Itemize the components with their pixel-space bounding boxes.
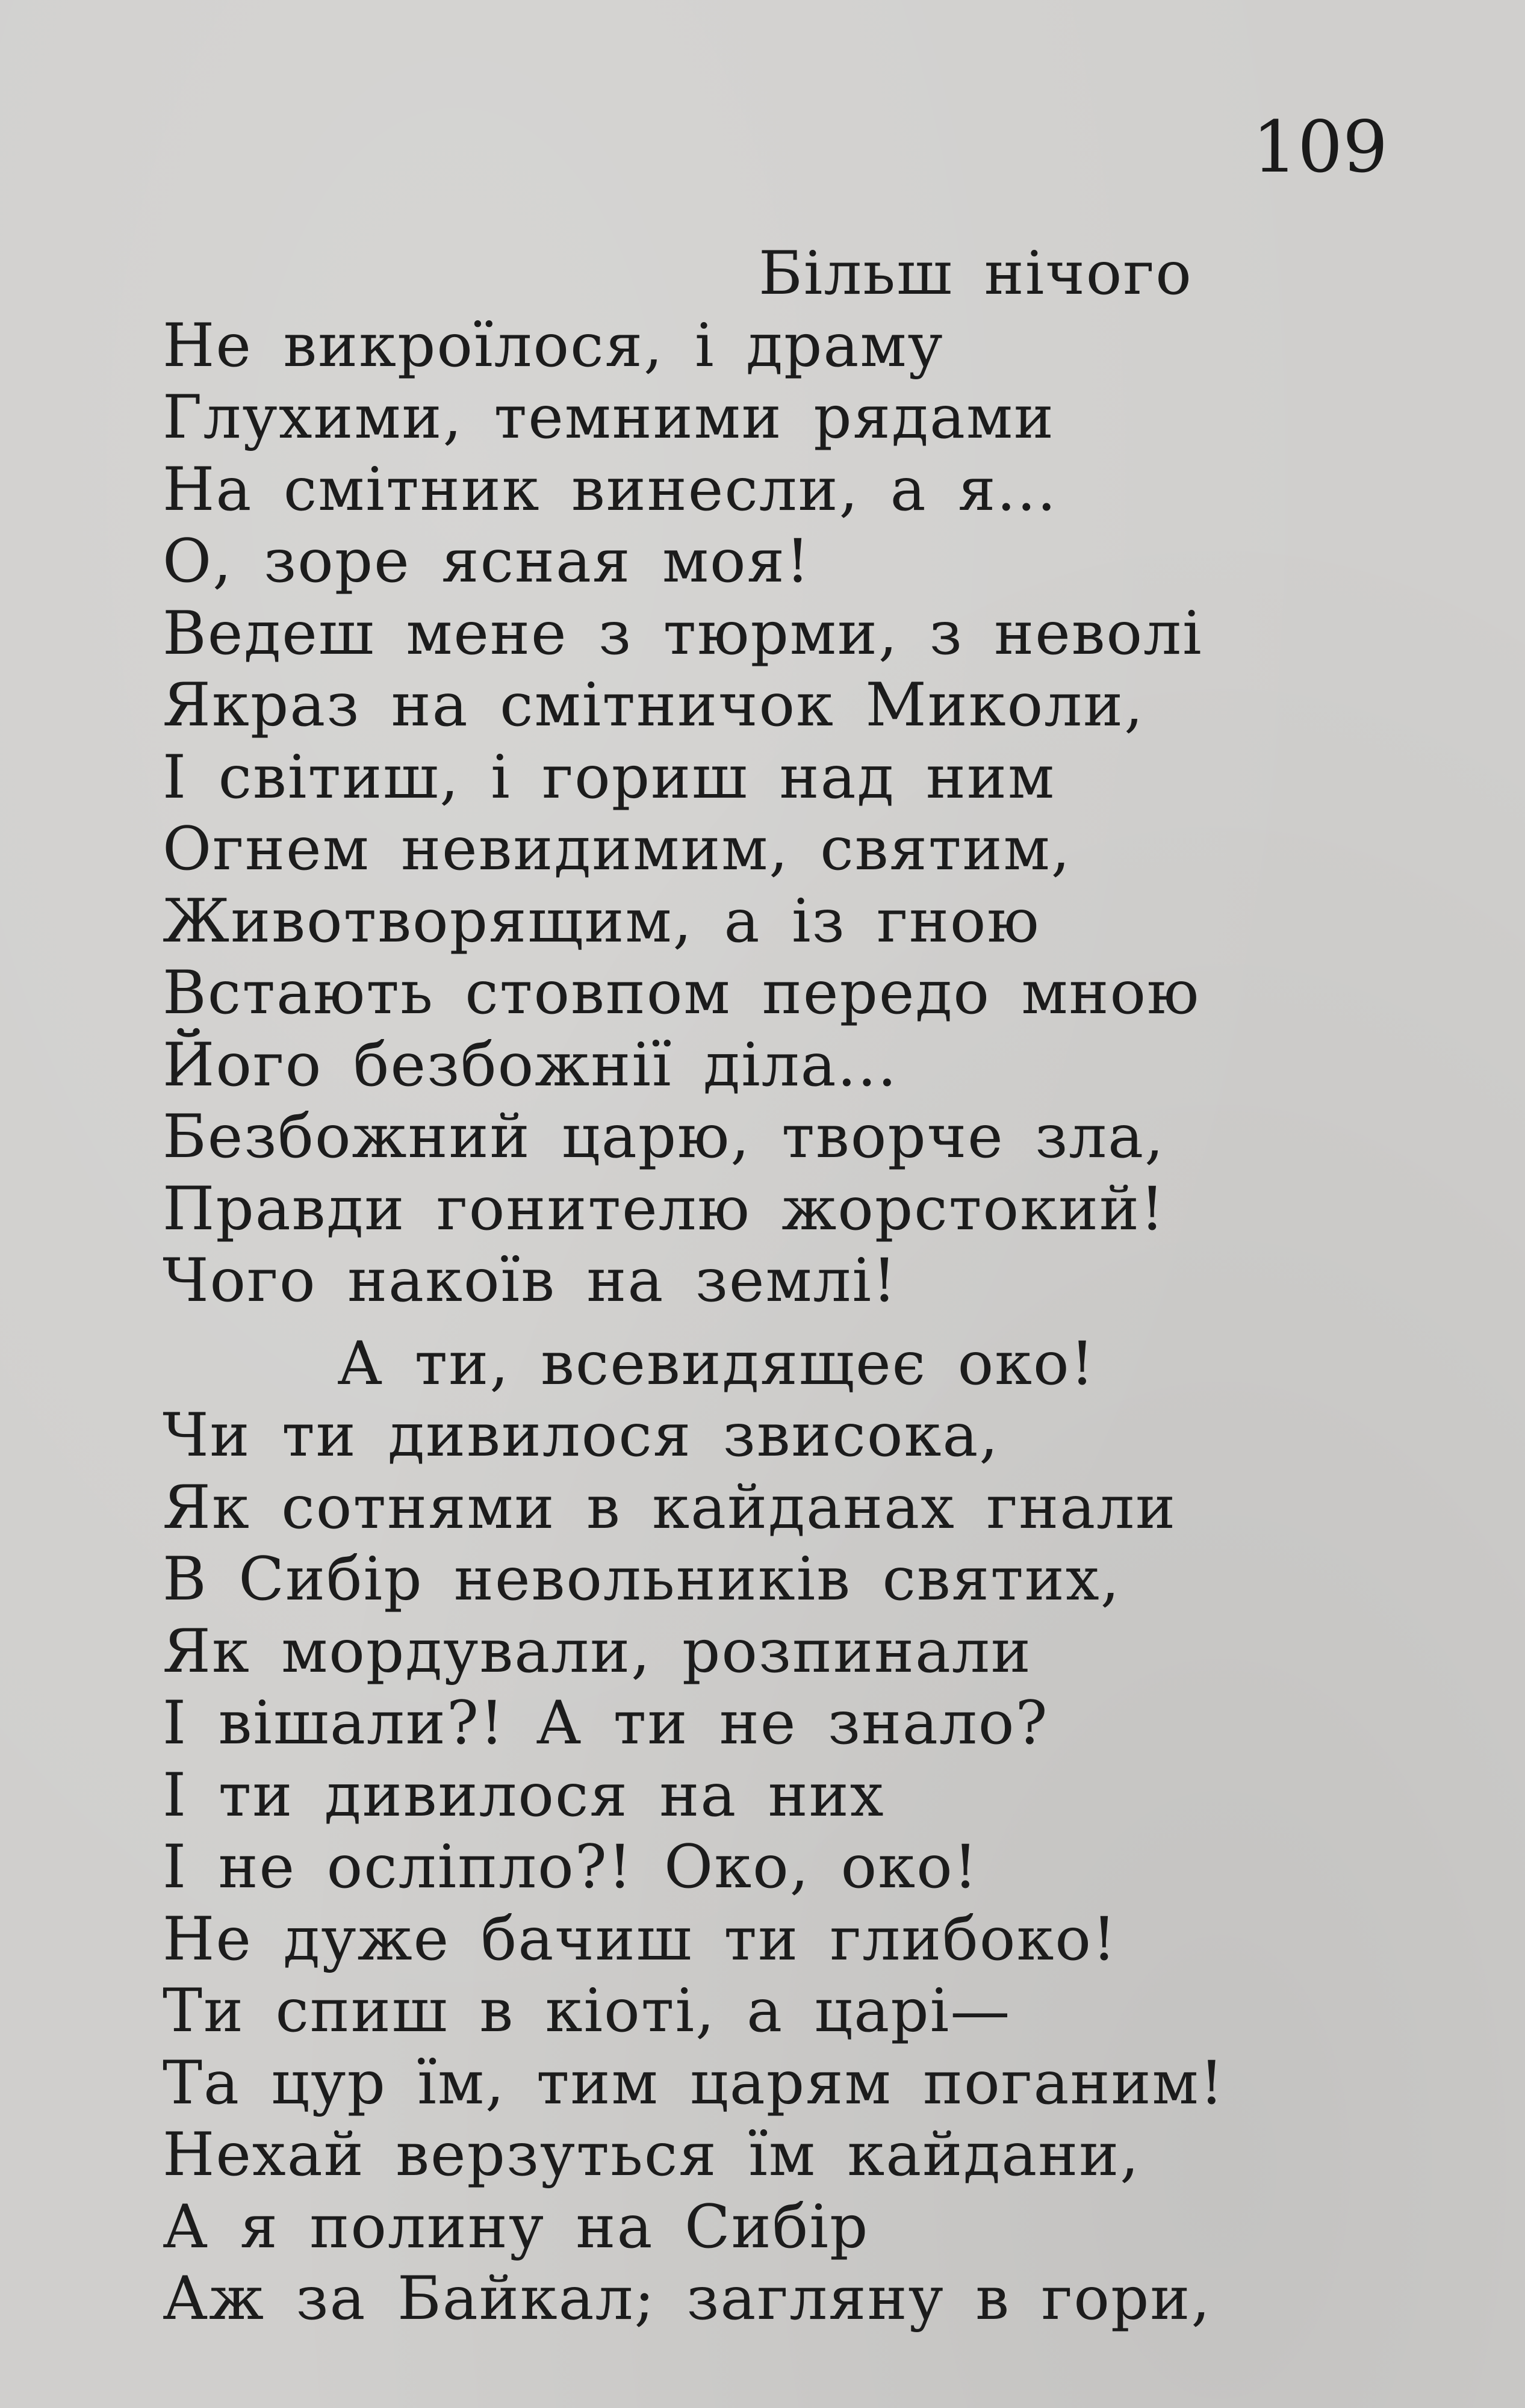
poem-line: Безбожний царю, творче зла, — [163, 1102, 1165, 1171]
poem-line: І не осліпло?! Око, око! — [163, 1832, 979, 1902]
poem-line: І ти дивилося на них — [163, 1760, 885, 1830]
poem-line: Як сотнями в кайданах гнали — [163, 1472, 1177, 1542]
poem-line: Правди гонителю жорстокий! — [163, 1174, 1166, 1244]
poem-line: А ти, всевидящеє око! — [337, 1329, 1096, 1398]
poem-line: Чого накоїв на землі! — [163, 1246, 898, 1315]
poem-line: Не викроїлося, і драму — [163, 311, 944, 380]
poem-line: Аж за Байкал; загляну в гори, — [163, 2264, 1211, 2333]
poem-line: Нехай верзуться їм кайдани, — [163, 2120, 1140, 2189]
poem-line: А я полину на Сибір — [163, 2192, 869, 2262]
poem-line: На смітник винесли, а я... — [163, 455, 1057, 524]
poem-line: І світиш, і гориш над ним — [163, 742, 1056, 812]
poem-line: Не дуже бачиш ти глибоко! — [163, 1904, 1117, 1974]
poem-line: Більш нічого — [759, 239, 1193, 308]
stanza-gap — [163, 1317, 1379, 1328]
poem-line: Глухими, темними рядами — [163, 383, 1055, 452]
poem-line: Ведеш мене з тюрми, з неволі — [163, 598, 1203, 668]
poem-line: Ти спиш в кіоті, а царі— — [163, 1976, 1011, 2046]
poem-line: Огнем невидимим, святим, — [163, 815, 1072, 884]
poem-text — [163, 238, 1379, 2335]
poem-line: Чи ти дивилося звисока, — [163, 1401, 999, 1470]
poem-line: Встають стовпом передо мною — [163, 958, 1200, 1028]
poem-line: І вішали?! А ти не знало? — [163, 1689, 1049, 1758]
poem-line: О, зоре ясная моя! — [163, 527, 811, 596]
page-number: 109 — [1252, 105, 1388, 188]
poem-line: Його безбожнії діла... — [163, 1030, 898, 1100]
poem-line: Якраз на смітничок Миколи, — [163, 671, 1145, 740]
poem-line: Як мордували, розпинали — [163, 1616, 1032, 1686]
poem-line: Та цур їм, тим царям поганим! — [163, 2048, 1225, 2118]
poem-line: В Сибір невольників святих, — [163, 1545, 1121, 1614]
poem-line: Животворящим, а із гною — [163, 886, 1040, 956]
